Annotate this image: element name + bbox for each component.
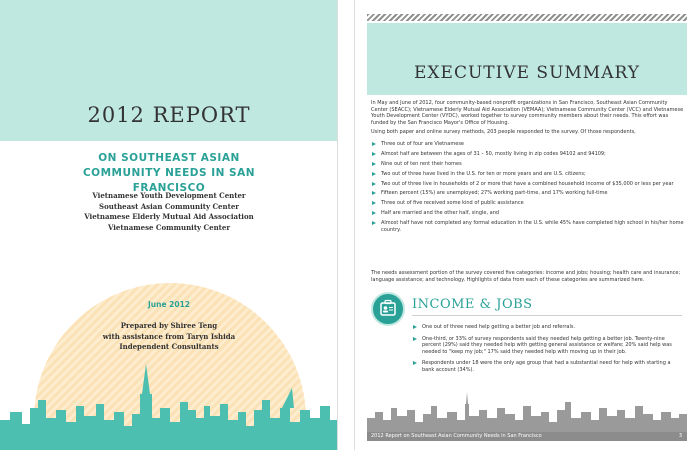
list-item: [412, 336, 682, 356]
list-item: [371, 190, 685, 197]
list-item: [412, 360, 682, 373]
job-point-text: One-third, or 33% of survey respondents said they needed help getting a better job. Twenty-nine percent (29%) said they needed help with getting general assistance or welfare; 20% said help was needed to "keep my job;" 17% said they needed help with moving up in their job.: [422, 335, 672, 355]
report-subtitle: ON SOUTHEAST ASIAN COMMUNITY NEEDS IN SAN FRANCISCO: [82, 152, 256, 194]
cover-page: [0, 0, 338, 450]
organization-list: [0, 191, 338, 233]
summary-title: EXECUTIVE SUMMARY: [414, 63, 640, 83]
bullet-triangle-icon: [372, 172, 376, 176]
survey-lead: Using both paper and online survey methods, 203 people responded to the survey. Of those respondents,: [371, 129, 636, 135]
summary-header-band: [367, 23, 687, 95]
prepared-by: [0, 321, 338, 353]
bullet-triangle-icon: [372, 191, 376, 195]
bullet-triangle-icon: [372, 142, 376, 146]
id-badge-icon: [371, 292, 405, 326]
list-item: [371, 161, 685, 168]
income-jobs-list: [412, 324, 682, 379]
organization-item: Vietnamese Elderly Mutual Aid Association: [84, 212, 254, 221]
job-point-text: Respondents under 18 were the only age group that had a substantial need for help with starting a bank account (34%).: [422, 360, 671, 373]
job-point-text: One out of three need help getting a better job and referrals.: [422, 324, 576, 330]
finding-text: Two out of three have lived in the U.S. for ten or more years and are U.S. citizens;: [381, 170, 586, 177]
hatch-band: [367, 14, 687, 21]
bullet-triangle-icon: [372, 201, 376, 205]
organization-item: Southeast Asian Community Center: [99, 201, 239, 211]
list-item: [371, 210, 685, 217]
author-line: with assistance from Taryn Ishida: [102, 331, 236, 341]
bullet-triangle-icon: [372, 162, 376, 166]
footer-text: 2012 Report on Southeast Asian Community Needs in San Francisco: [371, 433, 542, 439]
finding-text: Three out of five received some kind of public assistance: [381, 200, 524, 207]
bullet-triangle-icon: [413, 325, 417, 329]
organization-item: Vietnamese Youth Development Center: [92, 191, 246, 200]
list-item: [412, 324, 682, 331]
finding-text: Three out of four are Vietnamese: [381, 141, 465, 147]
finding-text: Two out of three live in households of 2 or more that have a combined household income of $35,000 or less per year: [381, 180, 674, 187]
list-item: [371, 171, 685, 178]
finding-text: Fifteen percent (15%) are unemployed; 27% working part-time, and 17% working full-time: [381, 190, 608, 197]
list-item: [371, 151, 685, 158]
page-number: 3: [678, 433, 682, 439]
findings-list: [371, 141, 685, 237]
bullet-triangle-icon: [413, 361, 417, 365]
finding-text: Nine out of ten rent their homes: [381, 160, 462, 167]
list-item: [371, 181, 685, 188]
bullet-triangle-icon: [372, 221, 376, 225]
bullet-triangle-icon: [413, 337, 417, 341]
summary-outro: The needs assessment portion of the survey covered five categories: income and jobs; housing; health care and insurance; language assistance; and technology. Highlights of data from each of these categories are summarized here.: [371, 270, 681, 283]
finding-text: Almost half have not completed any formal education in the U.S. while 45% have completed high school in his/her home country.: [381, 220, 684, 233]
list-item: [371, 220, 685, 233]
finding-text: Half are married and the other half, single, and: [381, 210, 500, 217]
organization-item: Vietnamese Community Center: [107, 222, 231, 232]
list-item: [371, 200, 685, 207]
bullet-triangle-icon: [372, 182, 376, 186]
bullet-triangle-icon: [372, 152, 376, 156]
section-divider: [412, 315, 682, 316]
summary-intro: In May and June of 2012, four community-based nonprofit organizations in San Francisco, Southeast Asian Community Center (SEACC); Vietnamese Elderly Mutual Aid Association (VEMAA); Vietnamese Community Center (VCC) and Vietnamese Youth Development Center (VYDC), worked together to survey community members about their needs. This effort was funded by the San Francisco Mayor's Office of Housing.: [371, 100, 684, 126]
section-title: INCOME & JOBS: [412, 297, 533, 312]
finding-text: Almost half are between the ages of 31 – 50, mostly living in zip codes 94102 and 94109;: [381, 150, 606, 157]
list-item: [371, 141, 685, 148]
footer-skyline-graphic: [367, 392, 687, 432]
bullet-triangle-icon: [372, 211, 376, 215]
author-line: Independent Consultants: [119, 342, 219, 351]
report-date: June 2012: [147, 300, 191, 309]
author-line: Prepared by Shiree Teng: [120, 321, 218, 330]
report-title: 2012 REPORT: [87, 103, 251, 127]
city-skyline-graphic: [0, 360, 338, 450]
summary-page: [354, 0, 700, 450]
